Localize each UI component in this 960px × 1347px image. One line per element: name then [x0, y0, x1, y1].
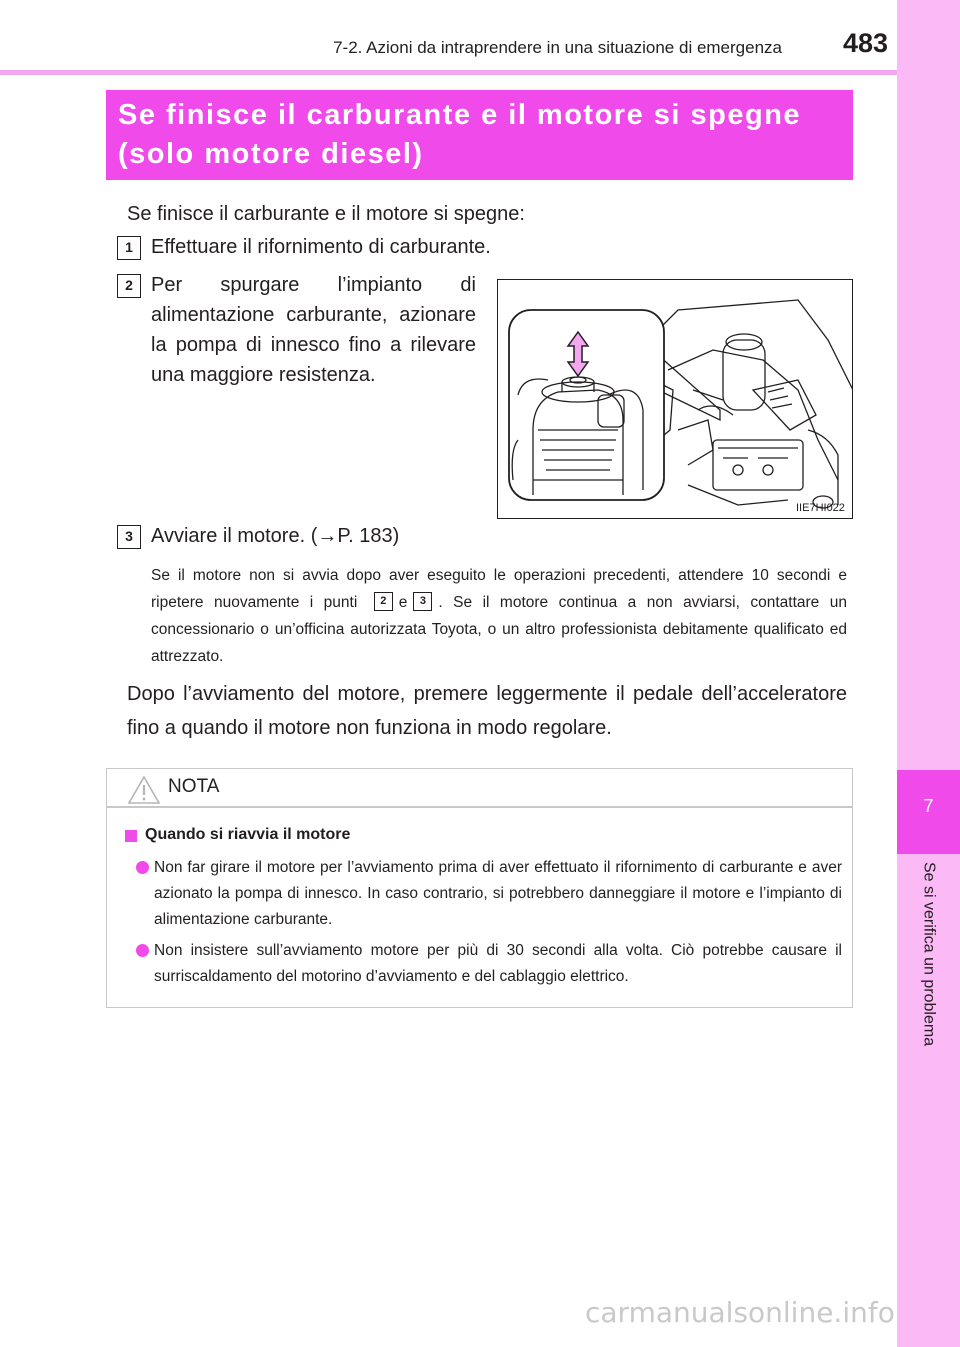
- step-3-note-part-2: . Se il motore continua a non avviarsi, contattare un concessionario o un’officina autorizzata Toyota, o un altro professionista debitamente qualificato ed attrezzato.: [151, 594, 847, 665]
- step-3-number: 3: [117, 525, 141, 549]
- intro-text: Se finisce il carburante e il motore si spegne:: [127, 203, 525, 225]
- bullet-dot-icon: [136, 861, 149, 874]
- section-title-line-1: Se finisce il carburante e il motore si spegne: [118, 99, 802, 131]
- section-title-banner: [106, 90, 853, 180]
- step-1-number: 1: [117, 236, 141, 260]
- chapter-number: 7: [923, 796, 934, 816]
- section-header: 7-2. Azioni da intraprendere in una situazione di emergenza: [333, 38, 782, 57]
- nota-item: Non far girare il motore per l’avviamento prima di aver effettuato il rifornimento di carburante e aver azionato la pompa di innesco. In caso contrario, si potrebbero danneggiare il motore e l’impianto di alimentazione carburante.: [154, 859, 842, 928]
- header-rule: [0, 70, 897, 75]
- watermark: carmanualsonline.info: [585, 1296, 895, 1329]
- warning-triangle-icon: [127, 775, 161, 805]
- chapter-title: [897, 862, 960, 1072]
- nota-label: NOTA: [168, 776, 220, 797]
- illustration-code: IIE7HI022: [796, 502, 845, 514]
- step-2-text: Per spurgare l’impianto di alimentazione carburante, azionare la pompa di innesco fino a rilevare una maggiore resistenza.: [151, 274, 476, 386]
- section-title-line-2: (solo motore diesel): [118, 138, 424, 170]
- step-2-number: 2: [117, 274, 141, 298]
- nota-heading: [133, 826, 350, 844]
- chapter-side-tab: [897, 0, 960, 1347]
- step-3-text: Avviare il motore. (→P. 183): [151, 525, 400, 547]
- bullet-dot-icon: [136, 944, 149, 957]
- page-number: 483: [842, 28, 888, 58]
- fuel-filter-illustration: [497, 279, 853, 519]
- chapter-title-text: Se si verifica un problema: [920, 862, 938, 1047]
- step-3-note: [151, 562, 847, 670]
- after-start-text: Dopo l’avviamento del motore, premere leggermente il pedale dell’acceleratore fino a quando il motore non funziona in modo regolare.: [127, 683, 847, 739]
- nota-item: Non insistere sull’avviamento motore per più di 30 secondi alla volta. Ciò potrebbe causare il surriscaldamento del motorino d’avviamento e del cablaggio elettrico.: [154, 942, 842, 985]
- step-3-note-part-1: Se il motore non si avvia dopo aver eseguito le operazioni precedenti, attendere 10 secondi e ripetere nuovamente i punti: [151, 567, 847, 611]
- engine-bay-drawing: [498, 280, 853, 519]
- nota-heading-text: Quando si riavvia il motore: [145, 826, 351, 843]
- step-ref-joiner: e: [398, 594, 408, 611]
- step-ref-3: 3: [413, 592, 432, 611]
- step-1-text: Effettuare il rifornimento di carburante.: [151, 236, 491, 258]
- step-ref-2: 2: [374, 592, 393, 611]
- nota-divider: [107, 806, 852, 808]
